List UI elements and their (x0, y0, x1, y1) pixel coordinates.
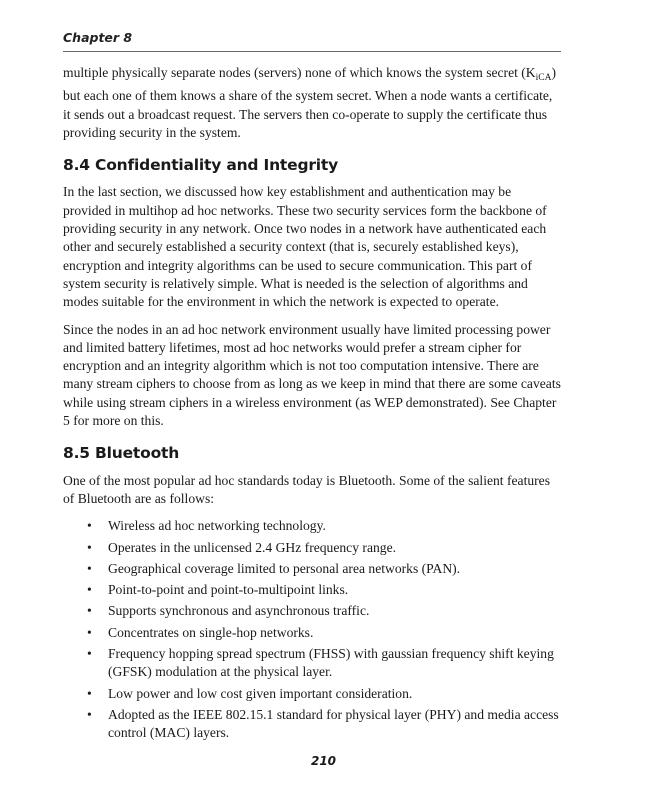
list-item-text: Concentrates on single-hop networks. (108, 624, 314, 640)
paragraph: In the last section, we discussed how key establishment and authentication may be provided in multihop ad hoc networks. These two security services form the backbone of providing security in any network. Once two nodes in a network have authenticated each other and securely established a security context (that is, securely established keys), encryption and integrity algorithms can be used to secure communication. This part of system security is relatively simple. What is needed is the selection of algorithms and modes suitable for the environment in which the network is expected to operate. (63, 184, 547, 310)
bullet-icon: • (87, 706, 92, 722)
list-item-text: Supports synchronous and asynchronous traffic. (108, 603, 370, 619)
bullet-icon: • (87, 560, 92, 576)
page-body (63, 64, 561, 746)
list-item-text: Low power and low cost given important consideration. (108, 685, 413, 701)
bullet-icon: • (87, 685, 92, 701)
bullet-icon: • (87, 582, 92, 598)
intro-text-part2: ) but each one of them knows a share of the system secret. When a node wants a certificate, it sends out a broadcast request. The servers then co-operate to supply the certificate thus providing security in the system. (63, 65, 557, 140)
list-item (63, 645, 561, 682)
list-item (63, 560, 561, 578)
list-item-text: Point-to-point and point-to-multipoint links. (108, 582, 349, 598)
bullet-icon: • (87, 539, 92, 555)
header-rule (63, 51, 561, 52)
bullet-icon: • (87, 646, 92, 662)
paragraph: Since the nodes in an ad hoc network environment usually have limited processing power and limited battery lifetimes, most ad hoc networks would prefer a stream cipher for encryption and an integrity algorithm which is not too computation intensive. There are many stream ciphers to choose from as long as we keep in mind that there are some caveats while using stream ciphers in a wireless environment (as WEP demonstrated). See Chapter 5 for more on this. (63, 321, 561, 429)
bullet-icon: • (87, 624, 92, 640)
section-heading-8-4: 8.4 Confidentiality and Integrity (63, 156, 339, 175)
list-item-text: Frequency hopping spread spectrum (FHSS) with gaussian frequency shift keying (GFSK) modulation at the physical layer. (108, 646, 554, 680)
intro-text-part1: multiple physically separate nodes (servers) none of which knows the system secret (K (63, 65, 536, 80)
list-item (63, 706, 561, 743)
paragraph: One of the most popular ad hoc standards today is Bluetooth. Some of the salient features of Bluetooth are as follows: (63, 472, 550, 506)
list-item (63, 685, 561, 703)
intro-paragraph (63, 64, 561, 142)
list-item-text: Operates in the unlicensed 2.4 GHz frequency range. (108, 539, 396, 555)
bluetooth-feature-list (63, 517, 561, 742)
list-item-text: Geographical coverage limited to personal area networks (PAN). (108, 560, 461, 576)
list-item (63, 517, 561, 535)
list-item (63, 581, 561, 599)
page-number: 210 (310, 754, 337, 768)
list-item-text: Adopted as the IEEE 802.15.1 standard for physical layer (PHY) and media access control (MAC) layers. (108, 706, 559, 741)
key-subscript: iCA (535, 73, 552, 83)
section-heading-8-5: 8.5 Bluetooth (63, 444, 180, 463)
bullet-icon: • (87, 603, 92, 619)
list-item-text: Wireless ad hoc networking technology. (108, 518, 326, 534)
list-item (63, 539, 561, 557)
bullet-icon: • (87, 518, 92, 534)
running-head: Chapter 8 (63, 30, 133, 45)
list-item (63, 602, 561, 620)
list-item (63, 624, 561, 642)
